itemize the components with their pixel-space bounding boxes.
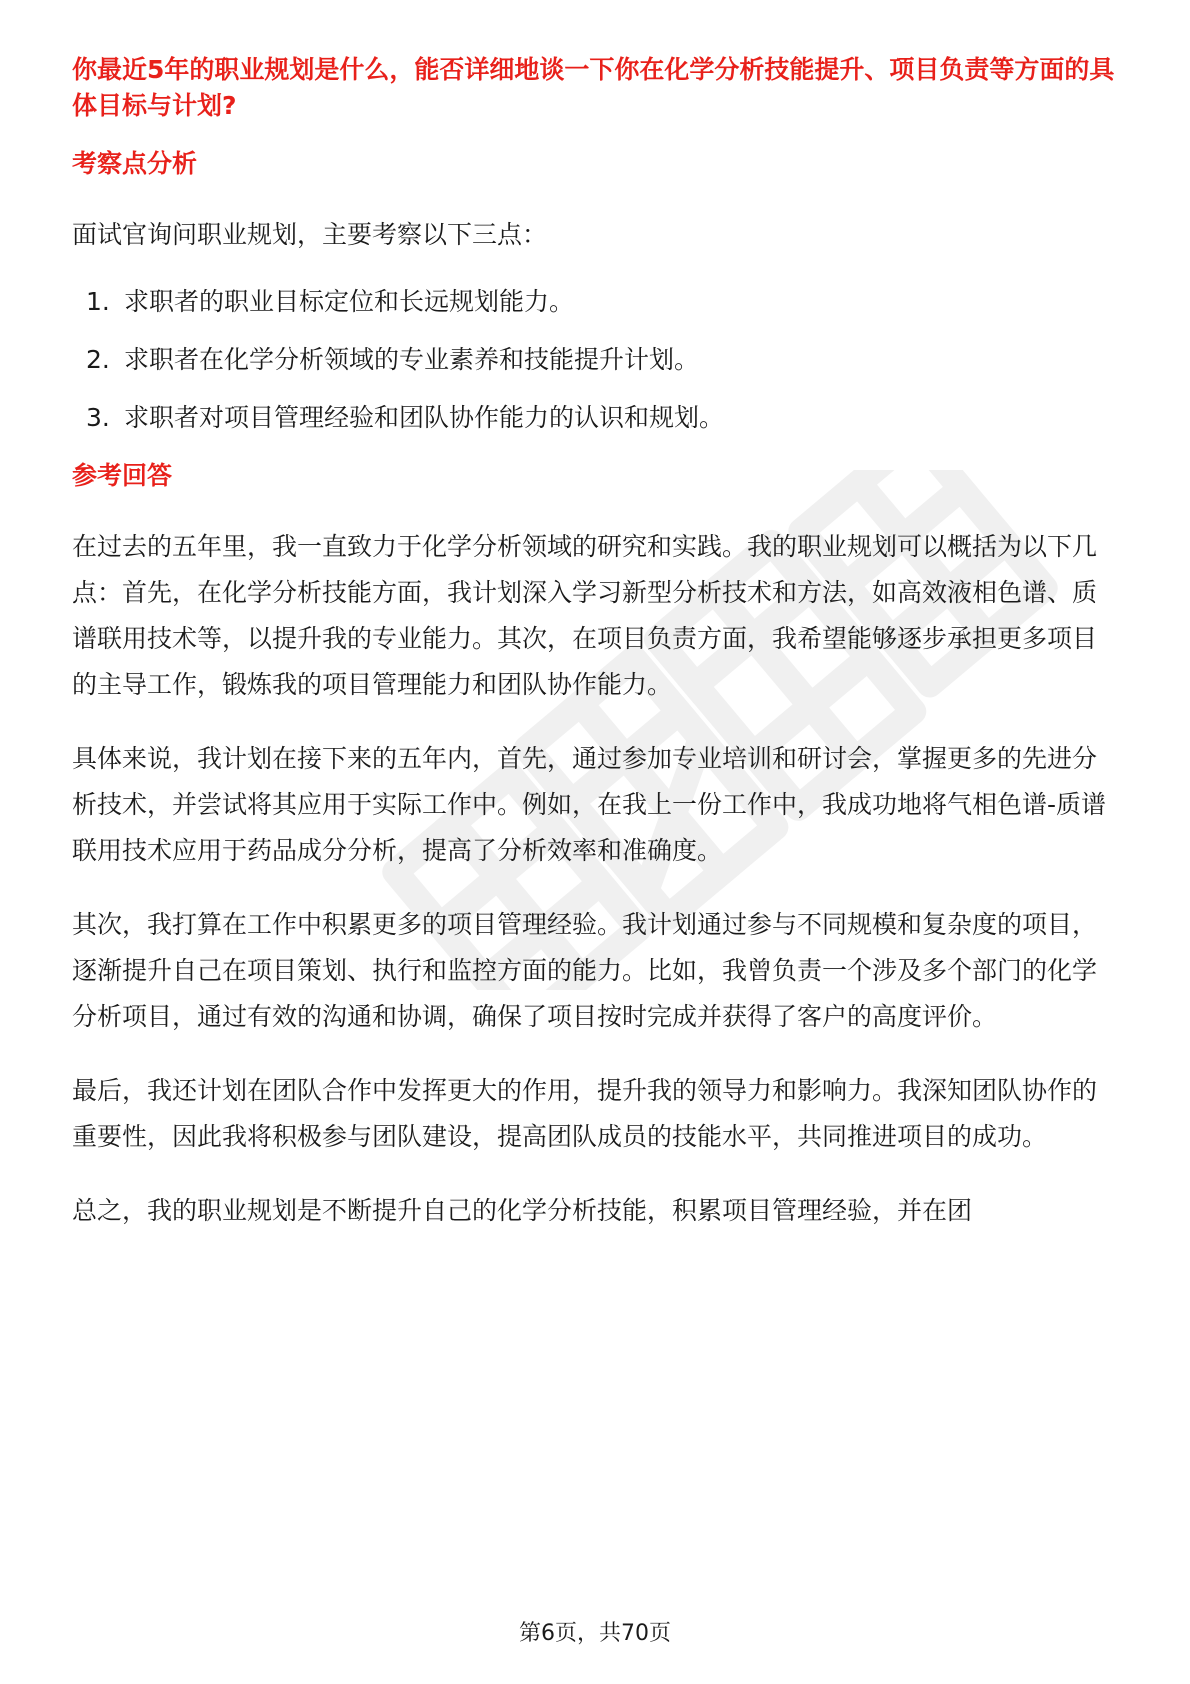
list-item [72,400,1118,436]
list-item-text: 求职者的职业目标定位和长远规划能力。 [124,287,575,316]
page-number: 第6页，共70页 [519,1621,671,1646]
answer-paragraph: 总之，我的职业规划是不断提升自己的化学分析技能，积累项目管理经验，并在团 [72,1196,973,1225]
analysis-list [72,284,1118,436]
question-title: 你最近5年的职业规划是什么，能否详细地谈一下你在化学分析技能提升、项目负责等方面的具体目标与计划? [72,55,1115,120]
answer-paragraph: 在过去的五年里，我一直致力于化学分析领域的研究和实践。我的职业规划可以概括为以下几点：首先，在化学分析技能方面，我计划深入学习新型分析技术和方法，如高效液相色谱、质谱联用技术等，以提升我的专业能力。其次，在项目负责方面，我希望能够逐步承担更多项目的主导工作，锻炼我的项目管理能力和团队协作能力。 [72,532,1098,699]
document-content [72,52,1118,1234]
list-item-text: 求职者对项目管理经验和团队协作能力的认识和规划。 [124,403,725,432]
answer-paragraph: 具体来说，我计划在接下来的五年内，首先，通过参加专业培训和研讨会，掌握更多的先进分析技术，并尝试将其应用于实际工作中。例如，在我上一份工作中，我成功地将气相色谱-质谱联用技术应用于药品成分分析，提高了分析效率和准确度。 [72,744,1107,865]
analysis-heading: 考察点分析 [72,149,198,178]
list-item-number: 3. [86,403,110,432]
list-item [72,342,1118,378]
list-item-number: 1. [86,287,110,316]
answer-paragraph: 最后，我还计划在团队合作中发挥更大的作用，提升我的领导力和影响力。我深知团队协作的重要性，因此我将积极参与团队建设，提高团队成员的技能水平，共同推进项目的成功。 [72,1076,1098,1151]
list-item [72,284,1118,320]
list-item-number: 2. [86,345,110,374]
list-item-text: 求职者在化学分析领域的专业素养和技能提升计划。 [124,345,700,374]
answer-heading: 参考回答 [72,461,173,490]
answer-paragraph: 其次，我打算在工作中积累更多的项目管理经验。我计划通过参与不同规模和复杂度的项目，逐渐提升自己在项目策划、执行和监控方面的能力。比如，我曾负责一个涉及多个部门的化学分析项目，通过有效的沟通和协调，确保了项目按时完成并获得了客户的高度评价。 [72,910,1098,1031]
analysis-intro: 面试官询问职业规划，主要考察以下三点： [72,220,548,249]
